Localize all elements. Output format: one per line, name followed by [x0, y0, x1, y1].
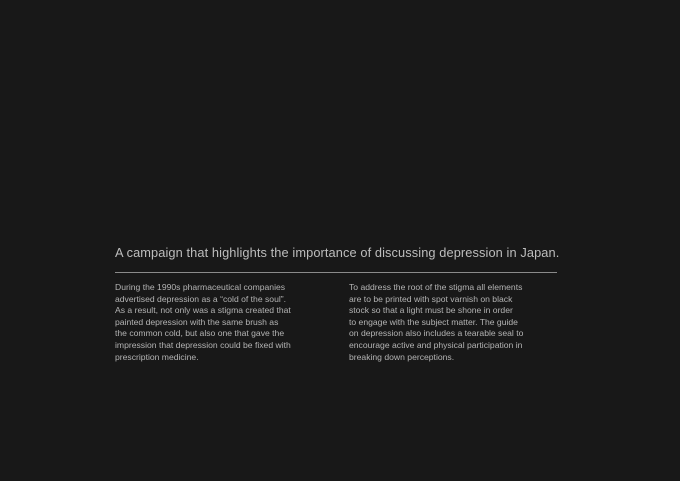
left-line: painted depression with the same brush as: [115, 316, 279, 327]
left-line: As a result, not only was a stigma created that: [115, 305, 291, 316]
right-line: encourage active and physical participation in: [349, 339, 523, 350]
left-line: the common cold, but also one that gave the: [115, 328, 285, 339]
right-line: To address the root of the stigma all elements: [349, 282, 523, 292]
headline: A campaign that highlights the importance of discussing depression in Japan.: [115, 245, 560, 260]
right-line: stock so that a light must be shone in order: [349, 305, 513, 316]
right-column-text: [349, 282, 561, 363]
left-line: prescription medicine.: [115, 351, 199, 362]
left-column-text: [115, 282, 331, 363]
left-line: advertised depression as a “cold of the soul”.: [115, 293, 287, 304]
right-line: breaking down perceptions.: [349, 351, 455, 362]
right-line: are to be printed with spot varnish on black: [349, 293, 513, 304]
right-line: on depression also includes a tearable seal to: [349, 328, 524, 339]
divider-rule: [115, 272, 557, 273]
left-line: During the 1990s pharmaceutical companies: [115, 282, 286, 292]
right-line: to engage with the subject matter. The guide: [349, 316, 518, 327]
left-line: impression that depression could be fixed with: [115, 339, 291, 350]
